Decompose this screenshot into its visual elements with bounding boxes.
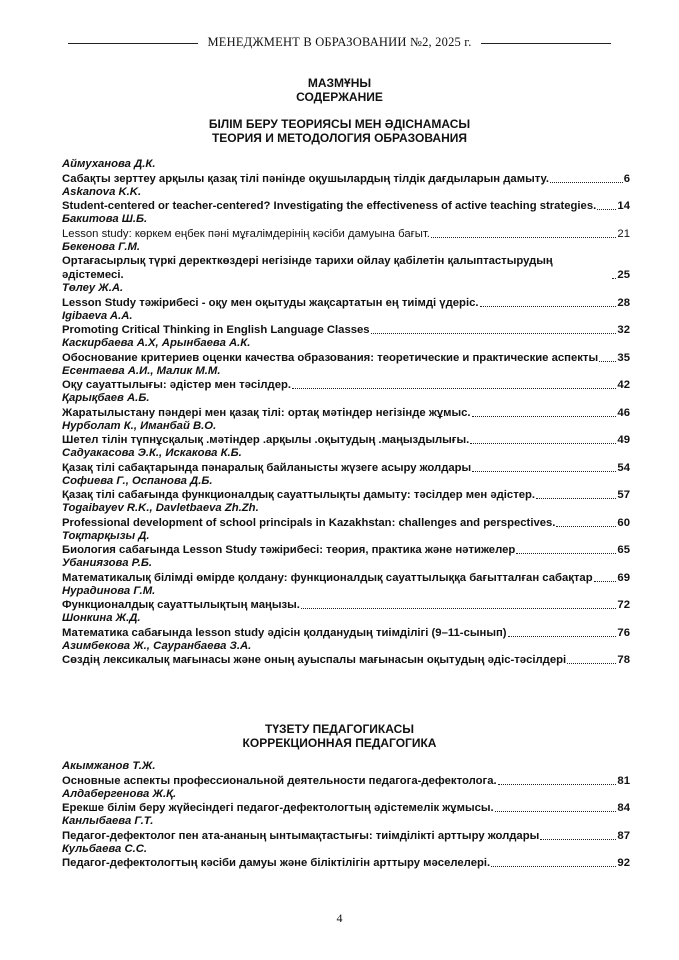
entry-page: 28 xyxy=(617,296,630,309)
entry-title: Professional development of school principals in Kazakhstan: challenges and perspectives. xyxy=(62,516,556,529)
section1-title-ru: ТЕОРИЯ И МЕТОДОЛОГИЯ ОБРАЗОВАНИЯ xyxy=(211,131,468,145)
entry-author: Togaibayev R.K., Davletbaeva Zh.Zh. xyxy=(62,502,259,514)
dot-leader xyxy=(536,498,616,499)
entry-page: 54 xyxy=(617,461,630,474)
toc-entry[interactable] xyxy=(62,406,630,420)
entry-title: Ерекше білім беру жүйесіндегі педагог-дефектологтың әдістемелік жұмысы. xyxy=(62,802,494,814)
entry-title: Ортағасырлық түркі деректкөздері негізінде тарихи ойлау қабілетін қалыптастырудың әдістемесі. xyxy=(62,255,553,281)
toc-entry[interactable] xyxy=(62,296,630,310)
dot-leader xyxy=(498,784,617,785)
entry-title: Қазақ тілі сабақтарында пәнаралық байланысты жүзеге асыру жолдары xyxy=(62,461,472,474)
toc-entry[interactable] xyxy=(62,543,630,557)
entry-author: Төлеу Ж.А. xyxy=(62,282,124,294)
entry-title: Сөздің лексикалық мағынасы және оның ауыспалы мағынасын оқытудың әдіс-тәсілдері xyxy=(62,654,567,666)
entry-title: Сабақты зерттеу арқылы қазақ тілі пәнінде оқушылардың тілдік дағдыларын дамыту. xyxy=(62,172,549,185)
contents-title-ru: СОДЕРЖАНИЕ xyxy=(296,90,383,104)
dot-leader xyxy=(371,333,617,334)
entry-page: 72 xyxy=(617,599,630,611)
section2-title-kz: ТҮЗЕТУ ПЕДАГОГИКАСЫ xyxy=(264,722,414,736)
entry-page: 6 xyxy=(623,172,630,185)
dot-leader xyxy=(567,663,616,664)
dot-leader xyxy=(292,388,616,389)
dot-leader xyxy=(556,526,616,527)
section1-title-kz: БІЛІМ БЕРУ ТЕОРИЯСЫ МЕН ӘДІСНАМАСЫ xyxy=(208,117,471,131)
toc-entry[interactable] xyxy=(62,433,630,447)
entry-title: Математика сабағында lesson study әдісін қолданудың тиімділігі (9–11-сынып) xyxy=(62,626,507,639)
entry-title: Математикалық білімді өмірде қолдану: функционалдық сауаттылыққа бағытталған сабақтар xyxy=(62,571,593,584)
entry-title: Жаратылыстану пәндері мен қазақ тілі: ортақ мәтіндер негізінде жұмыс. xyxy=(62,406,471,419)
entry-author: Акымжанов Т.Ж. xyxy=(62,760,156,772)
entry-title: Функционалдық сауаттылықтың маңызы. xyxy=(62,599,300,611)
toc-entry[interactable] xyxy=(62,227,630,241)
dot-leader xyxy=(594,581,617,582)
entry-author: Шонкина Ж.Д. xyxy=(62,612,141,624)
toc-entry[interactable] xyxy=(62,199,630,213)
entry-author: Садуакасова Э.К., Искакова К.Б. xyxy=(62,447,242,459)
entry-author: Нурболат К., Иманбай В.О. xyxy=(62,419,217,432)
entry-page: 92 xyxy=(617,857,630,869)
entry-author: Алдабергенова Ж.Қ. xyxy=(62,787,177,800)
dot-leader xyxy=(472,471,616,472)
toc-entry[interactable] xyxy=(62,516,630,530)
entry-page: 35 xyxy=(617,351,630,364)
entry-author: Askanova K.K. xyxy=(62,185,142,198)
toc-entry[interactable] xyxy=(62,626,630,640)
entry-page: 25 xyxy=(617,269,630,281)
journal-header: МЕНЕДЖМЕНТ В ОБРАЗОВАНИИ №2, 2025 г. xyxy=(207,35,472,49)
entry-author: Бакитова Ш.Б. xyxy=(62,213,148,225)
dot-leader xyxy=(472,416,617,417)
toc-entry[interactable] xyxy=(62,323,630,337)
entry-page: 32 xyxy=(617,324,630,336)
entry-author: Igibaeva A.A. xyxy=(62,309,133,322)
dot-leader xyxy=(612,278,616,279)
entry-title: Основные аспекты профессиональной деятельности педагога-дефектолога. xyxy=(62,774,497,787)
toc-entry[interactable] xyxy=(62,829,630,843)
contents-title-kz: МАЗМҰНЫ xyxy=(307,76,372,90)
dot-leader xyxy=(480,306,617,307)
entry-title: Lesson Study тәжірибесі - оқу мен оқытуды жақсартатын ең тиімді үдеріс. xyxy=(62,296,479,309)
toc-entry[interactable] xyxy=(62,571,630,585)
entry-title: Оқу сауаттылығы: әдістер мен тәсілдер. xyxy=(62,379,292,391)
entry-title: Биология сабағында Lesson Study тәжірибесі: теория, практика және нәтижелер xyxy=(62,544,516,556)
running-header xyxy=(68,35,611,53)
toc-entry[interactable] xyxy=(62,598,630,612)
page-number: 4 xyxy=(336,911,343,925)
entry-page: 21 xyxy=(617,227,630,240)
entry-title: Педагог-дефектолог пен ата-ананың ынтымақтастығы: тиімділікті арттыру жолдары xyxy=(62,829,540,842)
entry-author: Бекенова Г.М. xyxy=(62,240,141,253)
entry-page: 78 xyxy=(617,654,630,666)
entry-title: Promoting Critical Thinking in English Language Classes xyxy=(62,324,370,336)
entry-title: Student-centered or teacher-centered? Investigating the effectiveness of active teaching strategies. xyxy=(62,200,597,212)
entry-author: Қарықбаев А.Б. xyxy=(62,392,150,404)
entry-author: Убаниязова Р.Б. xyxy=(62,557,153,569)
entry-title: Lesson study: көркем еңбек пәні мұғалімдерінің кәсіби дамуына бағыт. xyxy=(62,227,430,240)
toc-entry[interactable] xyxy=(62,774,630,788)
entry-page: 65 xyxy=(617,544,630,556)
toc-entry[interactable] xyxy=(62,172,630,186)
toc-entry[interactable] xyxy=(62,856,630,870)
entry-page: 46 xyxy=(617,406,630,419)
dot-leader xyxy=(516,553,616,554)
entry-page: 60 xyxy=(617,516,630,529)
entry-author: Тоқтарқызы Д. xyxy=(62,529,150,542)
dot-leader xyxy=(470,443,616,444)
entry-page: 49 xyxy=(617,434,630,446)
entry-author: Софиева Г., Оспанова Д.Б. xyxy=(62,474,213,487)
entry-page: 14 xyxy=(617,200,630,212)
entry-title: Обоснование критериев оценки качества образования: теоретические и практические аспекты xyxy=(62,351,599,364)
toc-entry[interactable] xyxy=(62,254,630,282)
dot-leader xyxy=(495,811,617,812)
entry-page: 42 xyxy=(617,379,630,391)
entry-title: Қазақ тілі сабағында функционалдық сауаттылықты дамыту: тәсілдер мен әдістер. xyxy=(62,489,536,501)
toc-entry[interactable] xyxy=(62,351,630,365)
dot-leader xyxy=(431,237,617,238)
entry-page: 81 xyxy=(617,774,630,787)
entry-author: Канлыбаева Г.Т. xyxy=(62,815,154,827)
entry-page: 76 xyxy=(617,626,630,639)
entry-author: Кульбаева С.С. xyxy=(62,842,148,855)
toc-entry[interactable] xyxy=(62,488,630,502)
dot-leader xyxy=(508,636,617,637)
entry-author: Аймуханова Д.К. xyxy=(62,158,156,170)
dot-leader xyxy=(491,866,616,867)
dot-leader xyxy=(597,209,616,210)
section2-title-ru: КОРРЕКЦИОННАЯ ПЕДАГОГИКА xyxy=(242,736,437,750)
entry-title: Шетел тілін түпнұсқалық .мәтіндер .арқылы .оқытудың .маңыздылығы. xyxy=(62,434,470,446)
toc-entry[interactable] xyxy=(62,461,630,475)
section2-toc xyxy=(62,760,630,870)
entry-page: 69 xyxy=(617,571,630,584)
entry-author: Каскирбаева А.Х, Арынбаева А.К. xyxy=(62,337,251,349)
toc-entry[interactable] xyxy=(62,653,630,667)
entry-page: 84 xyxy=(617,802,630,814)
dot-leader xyxy=(301,608,617,609)
entry-author: Нурадинова Г.М. xyxy=(62,584,156,597)
entry-page: 87 xyxy=(617,829,630,842)
toc-entry[interactable] xyxy=(62,378,630,392)
entry-author: Есентаева А.И., Малик М.М. xyxy=(62,364,221,377)
entry-author: Азимбекова Ж., Сауранбаева З.А. xyxy=(62,639,252,652)
dot-leader xyxy=(540,839,616,840)
entry-page: 57 xyxy=(617,489,630,501)
entry-title: Педагог-дефектологтың кәсіби дамуы және біліктілігін арттыру мәселелері. xyxy=(62,857,491,869)
section1-toc xyxy=(62,158,630,667)
toc-entry[interactable] xyxy=(62,801,630,815)
dot-leader xyxy=(599,361,616,362)
header-rule-right xyxy=(481,43,611,44)
dot-leader xyxy=(550,182,623,183)
